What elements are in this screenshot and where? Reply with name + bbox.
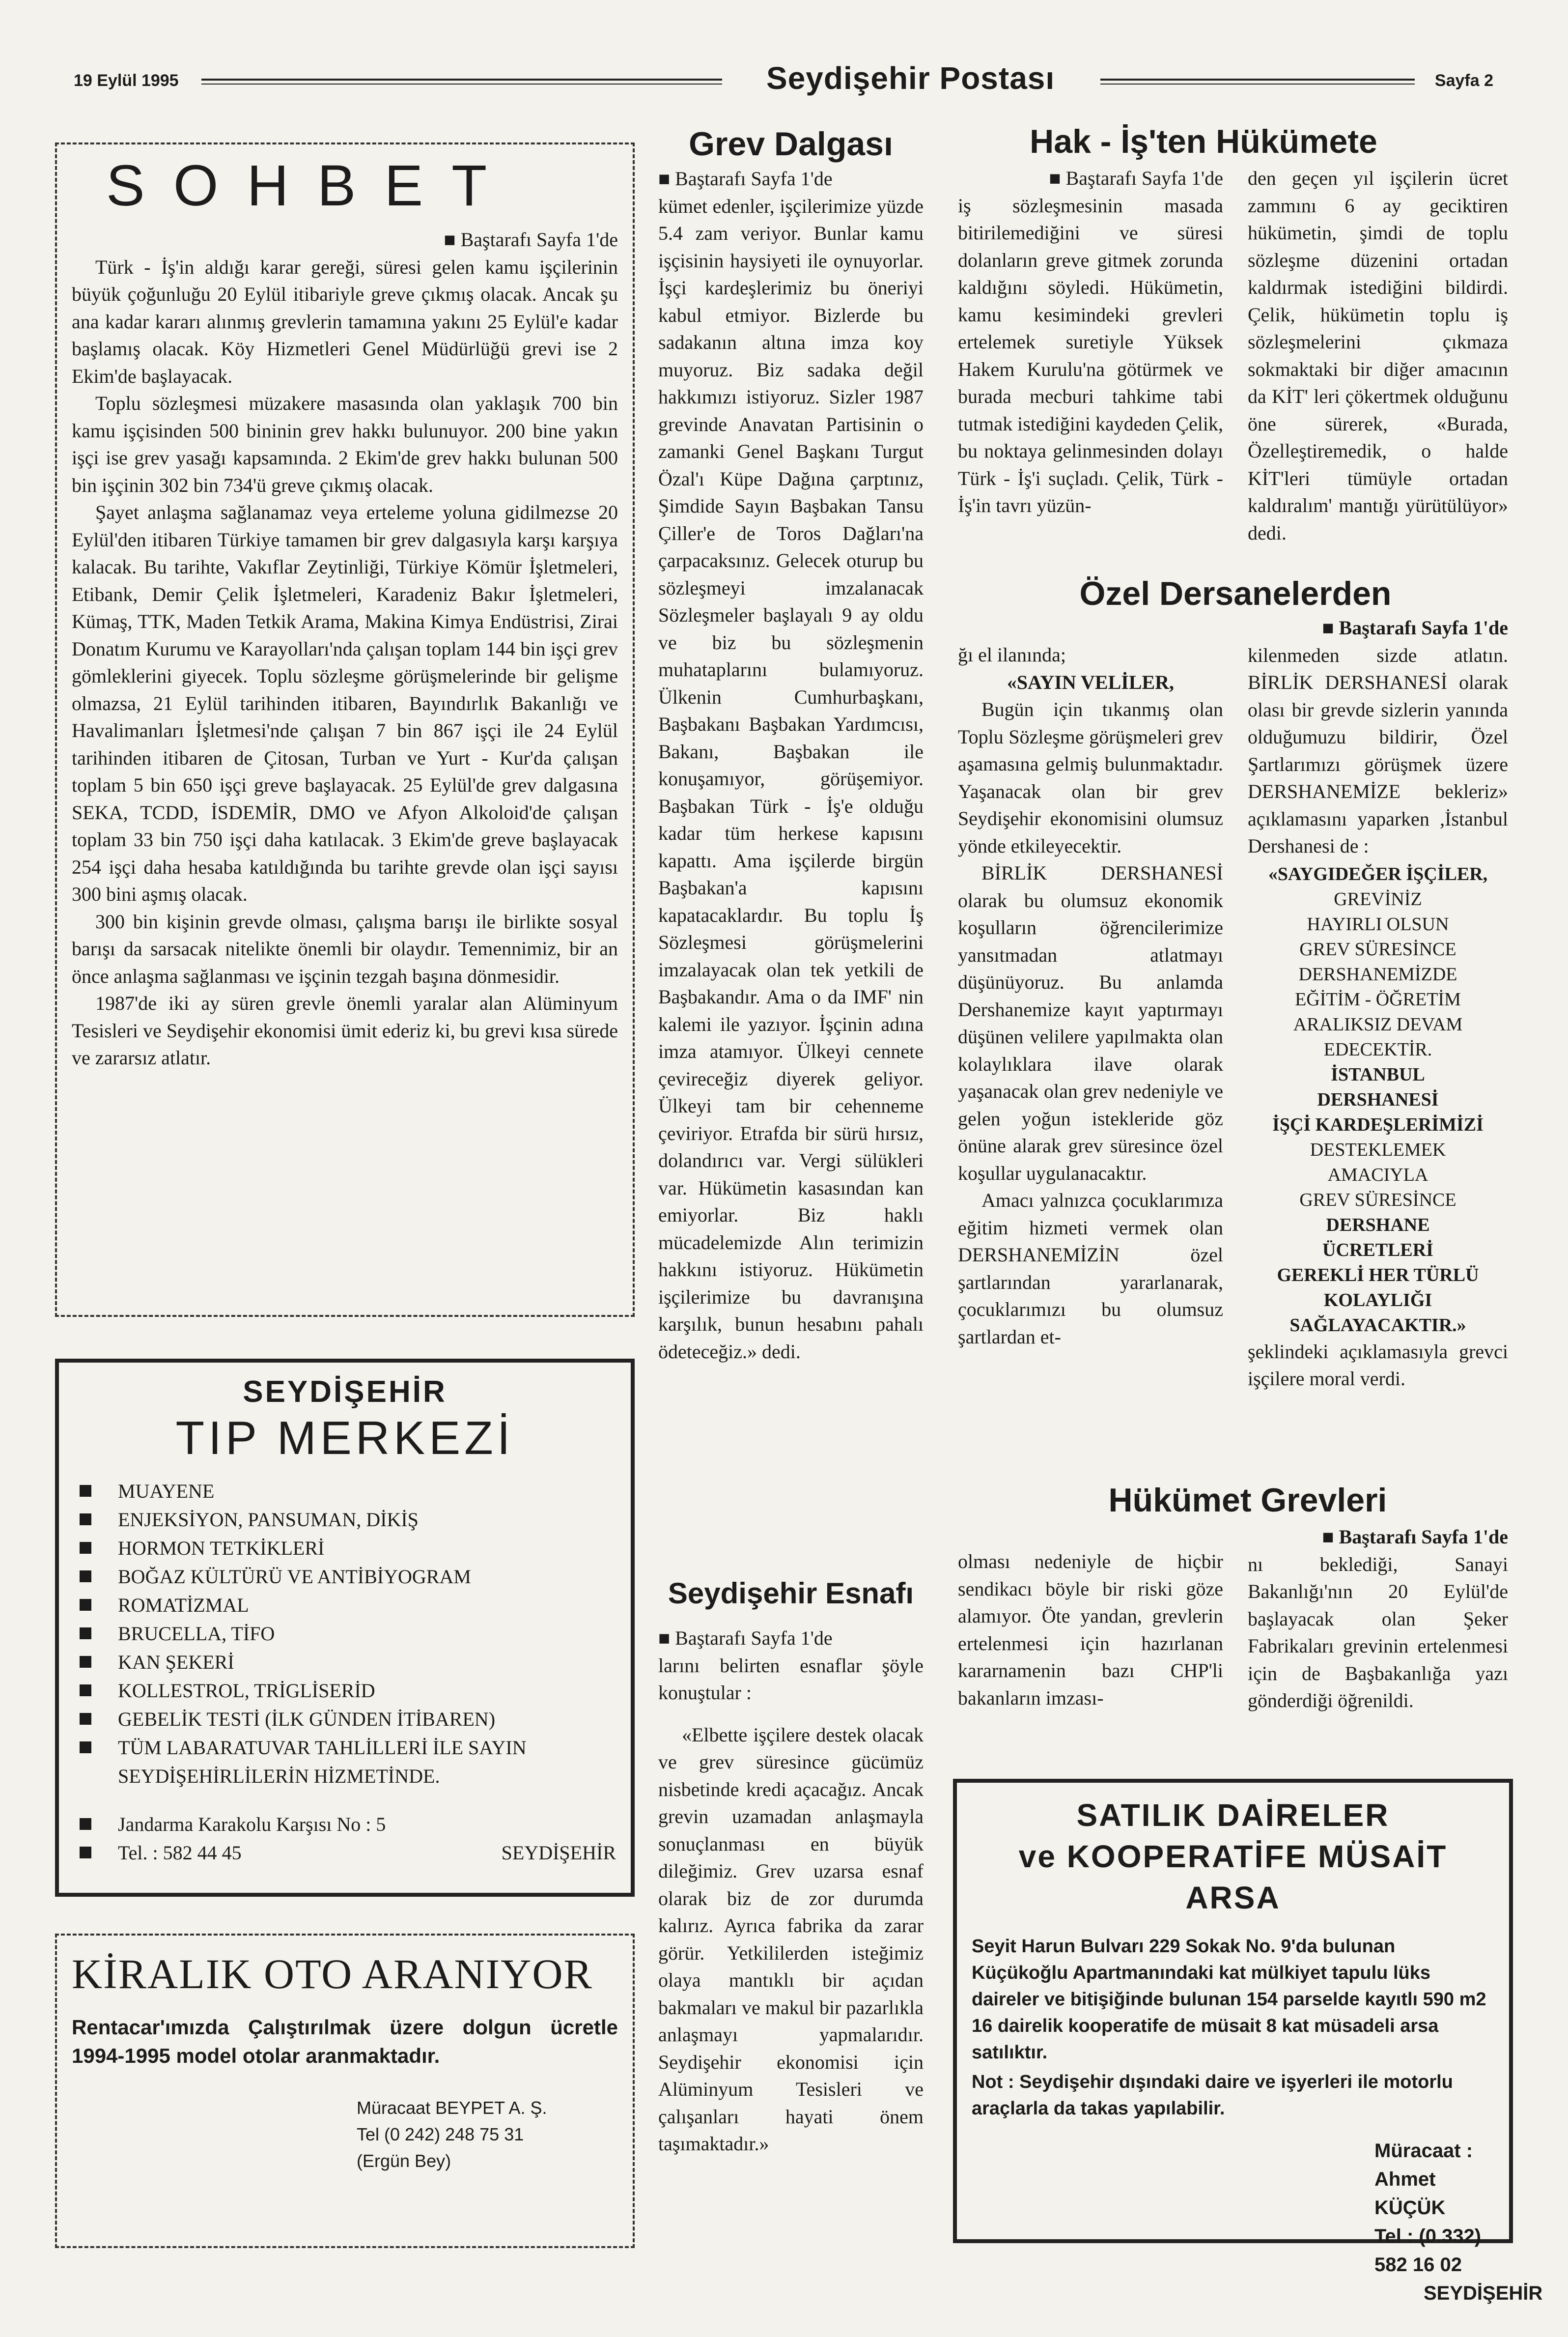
ozel-paragraph: Amacı yalnızca çocuklarımıza eğitim hizmeti vermek olan DERSHANEMİZİN özel şartlarından yararlanarak, çocuklarımızı bu olumsuz şartlardan et- [958,1189,1223,1348]
kiralik-contact [357,2095,618,2174]
esnaf-source: ■ Baştarafı Sayfa 1'de [658,1624,924,1652]
grev-dalgasi-body: kümet edenler, işçilerimize yüzde 5.4 zam veriyor. Bunlar kamu işçisinin haysiyeti ile oynuyorlar. İşçi kardeşlerimiz bu öneriyi kabul etmiyor. Bizlerde bu sadakanın altına imza koy muyoruz. Biz sadaka değil hakkımızı istiyoruz. Sizler 1987 grevinde Anavatan Partisinin o zamanki Genel Başkanı Turgut Özal'ı Küpe Dağına çarptınız, Şimdide Sayın Başbakan Tansu Çiller'e de Toros Dağları'na çarpacaksınız. Gelecek oturup bu sözleşmeyi imzalanacak Sözleşmeler başlayalı 9 ay oldu ve biz bu sözleşmenin muhataplarını bulamıyoruz. Ülkenin Cumhurbaşkanı, Başbakanı Başbakan Yardımcısı, Bakanı, Başbakan ile konuşamıyor, görüşemiyor. Başbakan Türk - İş'e olduğu kadar tüm herkese kapısını kapattı. Ama işçilerde birgün Başbakan'a kapısını kapatacaklardır. Bu toplu İş Sözleşmesi görüşmelerini imzalayacak olan tek yetkili de Başbakandır. Ama o da IMF' nin kalemi ile yazıyor. İşçinin adına imza atamıyor. Ülkeyi cennete çevireceğiz diyerek geliyor. Ülkeyi tam bir cehenneme çeviriyor. Etrafda bir sürü hırsız, dolandırıcı var. Vergi sülükleri var. Hükümetin kasasından kan emiyorlar. Biz haklı mücadelemizde Alın terimizin hakkını istiyoruz. Hükümetin işçilerimize bu davranışına karşılık, bunun hesabını pahalı ödeteceğiz.» dedi. [658,195,924,1363]
tip-service-item: GEBELİK TESTİ (İLK GÜNDEN İTİBAREN) [74,1705,616,1734]
tip-services-list [74,1477,616,1791]
hak-is-source: ■ Baştarafı Sayfa 1'de [958,165,1223,192]
ozel-body-2: kilenmeden sizde atlatın. BİRLİK DERSHANESİ olarak olası bir grevde sizlerin yanında olduğumuzu bildirir, Özel Şartlarımızı görüşmek üzere DERSHANEMİZE bekleriz» açıklamasını yaparken ,İstanbul Dershanesi de : [1248,644,1508,857]
satilik-city: SEYDİŞEHİR [1424,2282,1543,2304]
satilik-phone: Tel : (0.332) 582 16 02 [1374,2225,1482,2276]
esnaf-intro: larını belirten esnaflar şöyle konuştular : [658,1654,924,1704]
announcement-line: EĞİTİM - ÖĞRETİM [1295,989,1461,1010]
esnaf-title: Seydişehir Esnafı [668,1577,914,1610]
grev-dalgasi-title: Grev Dalgası [689,125,893,163]
tip-address: Jandarma Karakolu Karşısı No : 5 [74,1810,616,1839]
esnaf-body: «Elbette işçilere destek olacak ve grev süresince gücümüz nisbetinde kredi açacağız. Ancak grevin uzamadan anlaşmayla sonuçlanması en büyük dileğimiz. Grev uzarsa esnaf olarak biz de zor durumda kalırız. Ayrıca fabrika da zarar görür. Yetkililerden isteğimiz olaya mantıklı bir açıdan bakmaları ve makul bir pazarlıkla anlaşmayı yapmalarıdır. Seydişehir ekonomisi için Alüminyum Tesisleri ve çalışanları hayati önem taşımaktadır.» [658,1723,924,2155]
announcement-line: SAĞLAYACAKTIR.» [1289,1314,1466,1336]
hak-is-col2 [1248,165,1508,546]
ozel-col1 [958,641,1223,1350]
announcement-line: DERSHANEMİZDE [1298,964,1457,985]
announcement-line: İSTANBUL [1331,1064,1425,1085]
satilik-note: Not : Seydişehir dışındaki daire ve işyerleri ile motorlu araçlarla da takas yapılabilir. [972,2072,1453,2119]
satilik-title-2: ve KOOPERATİFE MÜSAİT ARSA [1018,1839,1448,1915]
esnaf-article [658,1572,924,2158]
tip-service-item: TÜM LABARATUVAR TAHLİLLERİ İLE SAYIN SEYDİŞEHİRLİLERİN HİZMETİNDE. [74,1734,616,1791]
tip-service-item: KOLLESTROL, TRİGLİSERİD [74,1677,616,1705]
hukumet-grevleri-title: Hükümet Grevleri [1108,1482,1387,1519]
announcement-line: İŞÇİ KARDEŞLERİMİZİ [1272,1114,1484,1135]
tip-service-item: HORMON TETKİKLERİ [74,1534,616,1563]
hak-is-body-2: den geçen yıl işçilerin ücret zammını 6 ay geciktiren hükümetin, şimdi de toplu sözleşme düzenini ortadan kaldırmak istediğini bildirdi. Çelik, hükümetin toplu iş sözleşmelerini çıkmaza sokmaktaki bir diğer amacının da KİT' leri çökertmek olduğunu öne sürerek, «Burada, Özelleştiremedik, o halde KİT'leri tümüyle ortadan kaldıralım' mantığı yürütülüyor» dedi. [1248,167,1508,544]
satilik-contact [972,2137,1543,2308]
tip-merkezi-ad [55,1359,635,1897]
page-number: Sayfa 2 [1434,71,1493,90]
announcement-line: HAYIRLI OLSUN [1307,913,1449,935]
announcement-line: «SAYGIDEĞER İŞÇİLER, [1268,863,1488,884]
ozel-source: ■ Baştarafı Sayfa 1'de [1248,614,1508,642]
hukumet-grevleri-col1 [958,1548,1223,1711]
announcement-line: GREVİNİZ [1334,888,1422,910]
announcement-line: KOLAYLIĞI [1323,1289,1432,1311]
hak-is-col1 [958,165,1223,519]
hukumet-grevleri-body-2: nı beklediği, Sanayi Bakanlığı'nın 20 Eylül'de başlayacak olan Şeker Fabrikaları grevinin ertelenmesi için de Başbakanlığa yazı gönderdiği öğrenildi. [1248,1553,1508,1711]
grev-dalgasi-article [658,123,924,1365]
ozel-title: Özel Dersanelerden [1079,575,1392,612]
tip-service-item: MUAYENE [74,1477,616,1506]
header-rule-right [1100,79,1415,85]
ozel-salutation: «SAYIN VELİLER, [1007,671,1175,693]
tip-contact [74,1810,616,1867]
satilik-ad [953,1779,1543,2304]
announcement-line: GREV SÜRESİNCE [1299,1189,1456,1210]
sohbet-paragraph: 300 bin kişinin grevde olması, çalışma barışı ile birlikte sosyal barışı da sarsacak nitelikte önemli bir olaydır. Temennimiz, bir an önce anlaşma sağlanması ve işçinin tezgah başına dönmesidir. [72,910,618,987]
hak-is-body-1: iş sözleşmesinin masada bitirilemediğini ve süresi dolanların greve gitmek zorunda kaldığını söyledi. Hükümetin, kamu kesimindeki grevleri ertelemek suretiyle Yüksek Hakem Kurulu'na götürmek ve burada mecburi tahkime tabi tutmak istediğini kaydeden Çelik, bu noktaya gelinmesinden dolayı Türk - İş'i suçladı. Çelik, Türk - İş'in tavrı yüzün- [958,194,1223,516]
tip-service-item: BRUCELLA, TİFO [74,1620,616,1648]
announcement-line: DERSHANESİ [1317,1089,1439,1110]
grev-dalgasi-source: ■ Baştarafı Sayfa 1'de [658,165,924,193]
tip-service-item: KAN ŞEKERİ [74,1648,616,1677]
hukumet-grevleri-col2 [1248,1523,1508,1714]
announcement-line: GEREKLİ HER TÜRLÜ [1277,1264,1479,1285]
announcement-line: EDECEKTİR. [1323,1039,1432,1060]
ozel-paragraph: Bugün için tıkanmış olan Toplu Sözleşme görüşmeleri grev aşamasına gelmiş bulunmaktadır. Yaşanacak olan bir grev Seydişehir ekonomisini olumsuz yönde etkileyecektir. [958,698,1223,857]
sohbet-title: SOHBET [106,153,516,218]
istanbul-announcement [1248,862,1508,1338]
kiralik-contact-line: Müracaat BEYPET A. Ş. [357,2098,547,2118]
issue-date: 19 Eylül 1995 [74,71,179,90]
kiralik-contact-line: (Ergün Bey) [357,2151,451,2171]
announcement-line: ARALIKSIZ DEVAM [1293,1014,1463,1035]
tip-phone: Tel. : 582 44 45 [118,1842,242,1864]
ozel-col2 [1248,614,1508,1393]
sohbet-source: ■ Baştarafı Sayfa 1'de [72,226,618,254]
satilik-body: Seyit Harun Bulvarı 229 Sokak No. 9'da bulunan Küçükoğlu Apartmanındaki kat mülkiyet tapulu lüks daireler ve bitişiğinde bulunan 154 parselde kayıtlı 590 m2 16 dairelik kooperatife de müsait 8 kat müsadeli arsa satılıktır. [972,1936,1486,2063]
newspaper-title: Seydişehir Postası [766,60,1055,96]
kiralik-oto-ad [55,1934,635,2248]
sohbet-paragraph: Şayet anlaşma sağlanamaz veya erteleme yoluna gidilmezse 20 Eylül'den itibaren Türkiye tamamen bir grev dalgasıyla karşı karşıya kalacak. Bu tarihte, Vakıflar Zeytinliği, Türkiye Kömür İşletmeleri, Etibank, Demir Çelik İşletmeleri, Karadeniz Bakır İşletmeleri, Kümaş, TTK, Maden Tetkik Arama, Makina Kimya Endüstrisi, Zirai Donatım Kurumu ve Karayolları'nda çalışan toplam 144 bin işçi grev gömleklerini giyecek. Toplu sözleşme görüşmelerinde bir gelişme olmazsa, 21 Eylül tarihinden itibaren, Bayındırlık Bakanlığı ve Havalimanları İşletmesi'nde çalışan 7 bin 867 işçi ile 24 Eylül tarihinden itibaren de Çitosan, Turban ve Yurt - Kur'da çalışan toplam 5 bin 650 işçi greve başlayacak. 25 Eylül'de grev dalgasına SEKA, TCDD, İSDEMİR, DMO ve Afyon Alkoloid'de çalışan toplam 33 bin 750 işçi daha katılacak. 3 Ekim'de greve başlayacak 254 işçi daha hesaba katıldığında bu tarihte grevde olan işçi sayısı 300 bini aşmış olacak. [72,501,618,905]
hak-is-title: Hak - İş'ten Hükümete [1030,123,1377,160]
ozel-paragraph: BİRLİK DERSHANESİ olarak bu olumsuz ekonomik koşulların öğrencilerimize yansıtmadan atlatmayı düşünüyoruz. Bu anlamda Dershanemize kayıt yaptırmayı düşünen velilere yapılmakta olan kolaylıklara ilave olarak yaşanacak olan grev nedeniyle ve gelen yoğun istekleride göz önüne alarak grev süresince özel koşullar uygulanacaktır. [958,862,1223,1184]
header-rule-left [201,79,722,85]
sohbet-paragraph: 1987'de iki ay süren grevle önemli yaralar alan Alüminyum Tesisleri ve Seydişehir ekonomisi ümit ederiz ki, bu grevi kısa sürede ve zararsız atlatır. [72,992,618,1069]
tip-brand: SEYDİŞEHİR [243,1375,447,1409]
sohbet-paragraph: Toplu sözleşmesi müzakere masasında olan yaklaşık 700 bin kamu işçisinden 500 bininin grev hakkı bulunuyor. 200 bine yakın işçi ise grev yasağı kapsamında. 2 Ekim'de grev hakkı bulunan 500 bin işçinin 302 bin 734'ü greve çıkmış olacak. [72,392,618,496]
tip-service-item: BOĞAZ KÜLTÜRÜ VE ANTİBİYOGRAM [74,1563,616,1591]
satilik-title-1: SATILIK DAİRELER [1076,1797,1390,1833]
sohbet-paragraph: Türk - İş'in aldığı karar gereği, süresi gelen kamu işçilerinin büyük çoğunluğu 20 Eylül itibariyle greve çıkmış olacak. Ancak şu ana kadar kararı alınmış grevlerin tamamına yakını 25 Eylül'e kadar başlamış olacak. Köy Hizmetleri Genel Müdürlüğü grevi ise 2 Ekim'de başlayacak. [72,256,618,387]
kiralik-title: KİRALIK OTO ARANIYOR [72,1950,593,1997]
page-header [74,59,1493,103]
kiralik-body: Rentacar'ımızda Çalıştırılmak üzere dolgun ücretle 1994-1995 model otolar aranmaktadır. [72,2016,618,2067]
hukumet-grevleri-body-1: olması nedeniyle de hiçbir sendikacı böyle bir riski göze alamıyor. Öte yandan, grevlerin ertelenmesi için hazırlanan kararnamenin bazı CHP'li bakanların imzası- [958,1550,1223,1709]
hukumet-grevleri-source: ■ Baştarafı Sayfa 1'de [1248,1523,1508,1551]
announcement-line: AMACIYLA [1327,1164,1428,1185]
satilik-contact-name: Müracaat : Ahmet KÜÇÜK [1374,2140,1473,2219]
announcement-line: DESTEKLEMEK [1310,1139,1446,1160]
tip-service-item: ENJEKSİYON, PANSUMAN, DİKİŞ [74,1506,616,1534]
sohbet-box [55,142,635,1317]
tip-city: SEYDİŞEHİR [501,1842,616,1864]
announcement-line: ÜCRETLERİ [1322,1239,1433,1260]
tip-title: TIP MERKEZİ [175,1412,514,1464]
announcement-line: GREV SÜRESİNCE [1299,939,1456,960]
kiralik-contact-line: Tel (0 242) 248 75 31 [357,2124,524,2144]
ozel-closing: şeklindeki açıklamasıyla grevci işçilere moral verdi. [1248,1340,1508,1390]
ozel-intro: ğı el ilanında; [958,644,1066,666]
tip-service-item: ROMATİZMAL [74,1591,616,1620]
announcement-line: DERSHANE [1326,1214,1430,1235]
tip-phone-line [74,1839,616,1867]
